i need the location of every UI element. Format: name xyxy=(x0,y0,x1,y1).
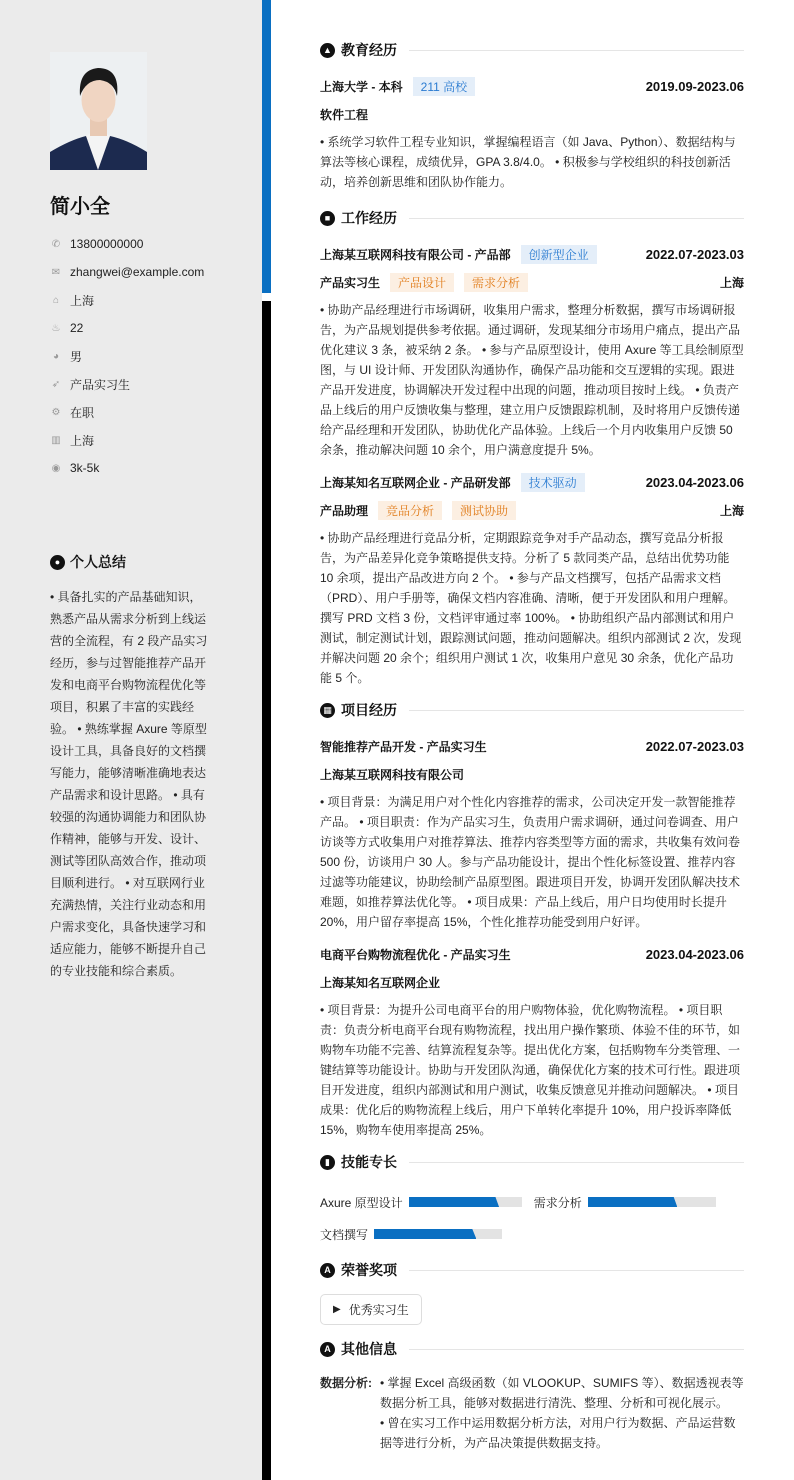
work-desc: • 协助产品经理进行市场调研，收集用户需求，整理分析数据，撰写市场调研报告，为产品规划提供参考依据。通过调研，发现某细分市场用户痛点，提出产品优化建议 3 条，被采纳 2 条。 • 参与产品原型设计，使用 Axure 等工具绘制原型图，与 UI 设计师、开发团队沟通协作，确保产品功能和交互逻辑的实现。跟进产品开发进度，协调解决开发过程中出现的问题，推动项目按时上线。 • 负责产品上线后的用户反馈收集与整理，建立用户反馈跟踪机制，及时将用户反馈传递给产品经理和开发团队，协助优化产品体验。上线后一个月内收集用户反馈 50 余条，推动解决问题 10 余个，用户满意度提升 5%。 xyxy=(320,303,744,457)
skills-heading xyxy=(320,1152,744,1172)
send-icon: ➶ xyxy=(51,378,61,390)
other-item xyxy=(320,1373,744,1453)
skill-bar-fill xyxy=(409,1197,499,1207)
skill-item xyxy=(534,1186,716,1218)
company-name: 上海某知名互联网企业 - 产品研发部 xyxy=(320,475,511,490)
skill-bar-fill xyxy=(374,1229,476,1239)
summary-text: • 具备扎实的产品基础知识，熟悉产品从需求分析到上线运营的全流程，有 2 段产品实习经历，参与过智能推荐产品开发和电商平台购物流程优化等项目，积累了丰富的实践经验。 • 熟练掌握 Axure 等原型设计工具，具备良好的文档撰写能力，能够清晰准确地表达产品需求和设计思路。 • 具有较强的沟通协调能力和团队协作精神，能够与开发、设计、测试等团队高效合作，推动项目顺利进行。 • 对互联网行业充满热情，关注行业动态和用户需求变化，具备快速学习和适应能力，能够不断提升自己的专业技能和综合素质。 xyxy=(50,590,208,978)
avatar-photo xyxy=(50,52,147,170)
skill-tag: 竞品分析 xyxy=(378,501,442,520)
contact-value: zhangwei@example.com xyxy=(70,265,205,279)
status-icon: ⚙ xyxy=(51,406,61,418)
work-heading xyxy=(320,208,744,228)
award-item[interactable] xyxy=(320,1294,422,1325)
contact-item xyxy=(50,454,204,482)
candidate-name: 简小全 xyxy=(50,196,110,218)
skill-bar xyxy=(588,1197,716,1207)
skill-tag: 测试协助 xyxy=(452,501,516,520)
project-item xyxy=(320,732,744,932)
divider xyxy=(409,1270,744,1271)
section-title: 技能专长 xyxy=(341,1154,397,1170)
contact-item xyxy=(50,286,204,314)
contact-item xyxy=(50,230,204,258)
contact-value: 在职 xyxy=(70,405,95,420)
section-title: 其他信息 xyxy=(341,1341,397,1357)
school-name: 上海大学 - 本科 xyxy=(320,79,403,94)
education-row xyxy=(320,72,744,100)
section-title: 项目经历 xyxy=(341,702,397,718)
other-key: 数据分析: xyxy=(320,1376,372,1390)
section-title: 工作经历 xyxy=(341,210,397,226)
education-desc: • 系统学习软件工程专业知识，掌握编程语言（如 Java、Python）、数据结构与算法等核心课程，成绩优异，GPA 3.8/4.0。 • 积极参与学校组织的科技创新活动，培养创新思维和团队协作能力。 xyxy=(320,135,736,189)
skill-item xyxy=(320,1186,522,1218)
skill-name: Axure 原型设计 xyxy=(320,1195,403,1210)
accent-strip xyxy=(262,0,271,293)
contact-item xyxy=(50,258,204,286)
contact-value: 上海 xyxy=(70,293,95,308)
work-item xyxy=(320,240,744,460)
awards-heading xyxy=(320,1260,744,1280)
summary-section xyxy=(50,552,212,982)
major: 软件工程 xyxy=(320,107,369,122)
work-date: 2023.04-2023.06 xyxy=(645,474,744,490)
education-heading xyxy=(320,40,744,60)
work-desc: • 协助产品经理进行竞品分析，定期跟踪竞争对手产品动态，撰写竞品分析报告，为产品差异化竞争策略提供支持。分析了 5 款同类产品，总结出优势功能 10 余项，提出产品改进方向 2 个。 • 参与产品文档撰写，包括产品需求文档（PRD）、用户手册等，确保文档内容准确、清晰，便于开发团队和用户理解。撰写 PRD 文档 3 份，文档评审通过率 100%。 • 协助组织产品内部测试和用户测试，制定测试计划，跟踪测试问题，推动问题解决。组织内部测试 2 次，发现并解决问题 20 余个；组织用户测试 1 次，收集用户意见 30 余条，优化产品功能 5 个。 xyxy=(320,531,742,685)
gender-icon: ◕ xyxy=(52,350,60,362)
project-name: 电商平台购物流程优化 - 产品实习生 xyxy=(320,947,511,962)
skill-bar xyxy=(374,1229,502,1239)
chart-icon: ▮ xyxy=(320,1155,335,1170)
contact-item xyxy=(50,398,204,426)
skill-tag: 产品设计 xyxy=(390,273,454,292)
work-city: 上海 xyxy=(719,503,744,518)
work-city: 上海 xyxy=(719,275,744,290)
award-label: 优秀实习生 xyxy=(348,1303,409,1317)
company-name: 上海某互联网科技有限公司 - 产品部 xyxy=(320,247,511,262)
projects-heading xyxy=(320,700,744,720)
project-company: 上海某互联网科技有限公司 xyxy=(320,767,465,782)
skill-name: 文档撰写 xyxy=(320,1227,369,1242)
project-desc: • 项目背景：为满足用户对个性化内容推荐的需求，公司决定开发一款智能推荐产品。 • 项目职责：作为产品实习生，负责用户需求调研，通过问卷调查、用户访谈等方式收集用户对推荐算法、推荐内容类型等方面的需求，共收集有效问卷 500 份，访谈用户 30 人。参与产品功能设计，提出个性化标签设置、推荐内容过滤等功能建议，协助绘制产品原型图。跟进项目开发，协调开发团队解决技术难题，如推荐算法优化等。 • 项目成果：产品上线后，用户日均使用时长提升 20%，用户留存率提高 15%，个性化推荐功能受到用户好评。 xyxy=(320,795,741,929)
project-date: 2022.07-2023.03 xyxy=(645,738,744,754)
project-item xyxy=(320,940,744,1140)
play-icon: ▶ xyxy=(333,1304,341,1315)
contact-list xyxy=(50,230,204,482)
section-title: 荣誉奖项 xyxy=(341,1262,397,1278)
contact-item xyxy=(50,342,204,370)
skill-bar-fill xyxy=(588,1197,678,1207)
skill-name: 需求分析 xyxy=(533,1195,582,1210)
cake-icon: ♨ xyxy=(51,322,61,334)
contact-item xyxy=(50,426,204,454)
contact-value: 产品实习生 xyxy=(70,377,131,392)
divider xyxy=(409,1349,744,1350)
graduation-cap-icon: ▲ xyxy=(320,43,335,58)
project-desc: • 项目背景：为提升公司电商平台的用户购物体验，优化购物流程。 • 项目职责：负责分析电商平台现有购物流程，找出用户操作繁琐、体验不佳的环节，如购物车功能不完善、结算流程复杂等。提出优化方案，包括购物车分类管理、一键结算等功能设计。协助与开发团队沟通，确保优化方案的技术可行性。跟进项目开发进度，组织内部测试和用户测试，收集反馈意见并推动问题解决。 • 项目成果：优化后的购物流程上线后，用户下单转化率提升 10%，用户投诉率降低 15%，购物车使用率提高 25%。 xyxy=(320,1003,741,1137)
other-line: • 掌握 Excel 高级函数（如 VLOOKUP、SUMIFS 等）、数据透视表等数据分析工具，能够对数据进行清洗、整理、分析和可视化展示。 xyxy=(380,1376,744,1410)
skill-item xyxy=(320,1218,502,1250)
job-role: 产品实习生 xyxy=(320,275,381,290)
company-tag: 创新型企业 xyxy=(521,245,597,264)
divider xyxy=(409,710,744,711)
salary-icon: ◉ xyxy=(51,462,61,474)
project-name: 智能推荐产品开发 - 产品实习生 xyxy=(320,739,487,754)
main-content xyxy=(320,40,744,1453)
company-tag: 技术驱动 xyxy=(521,473,585,492)
building-icon: ▥ xyxy=(51,434,61,446)
skill-tag: 需求分析 xyxy=(464,273,528,292)
project-company: 上海某知名互联网企业 xyxy=(320,975,441,990)
contact-value: 3k-5k xyxy=(70,461,100,475)
divider xyxy=(409,218,744,219)
user-icon: ● xyxy=(50,555,65,570)
mail-icon: ✉ xyxy=(51,266,61,278)
contact-item xyxy=(50,370,204,398)
skill-bar xyxy=(409,1197,522,1207)
divider xyxy=(409,50,744,51)
other-line: • 曾在实习工作中运用数据分析方法，对用户行为数据、产品运营数据等进行分析，为产品决策提供数据支持。 xyxy=(380,1416,736,1450)
divider-strip xyxy=(262,301,271,1480)
award-icon: A xyxy=(320,1263,335,1278)
section-title: 教育经历 xyxy=(341,42,397,58)
job-role: 产品助理 xyxy=(320,503,369,518)
contact-value: 上海 xyxy=(70,433,95,448)
grid-icon: ▦ xyxy=(320,703,335,718)
other-heading xyxy=(320,1339,744,1359)
project-date: 2023.04-2023.06 xyxy=(645,946,744,962)
briefcase-icon: ■ xyxy=(320,211,335,226)
work-item xyxy=(320,468,744,688)
info-icon: A xyxy=(320,1342,335,1357)
contact-value: 22 xyxy=(70,321,84,335)
education-date: 2019.09-2023.06 xyxy=(645,78,744,94)
contact-item xyxy=(50,314,204,342)
summary-title: 个人总结 xyxy=(70,554,126,570)
contact-value: 13800000000 xyxy=(70,237,144,251)
divider xyxy=(409,1162,744,1163)
home-icon: ⌂ xyxy=(52,294,60,306)
phone-icon: ✆ xyxy=(51,238,61,250)
work-date: 2022.07-2023.03 xyxy=(645,246,744,262)
contact-value: 男 xyxy=(70,349,83,364)
school-tag: 211 高校 xyxy=(413,77,475,96)
